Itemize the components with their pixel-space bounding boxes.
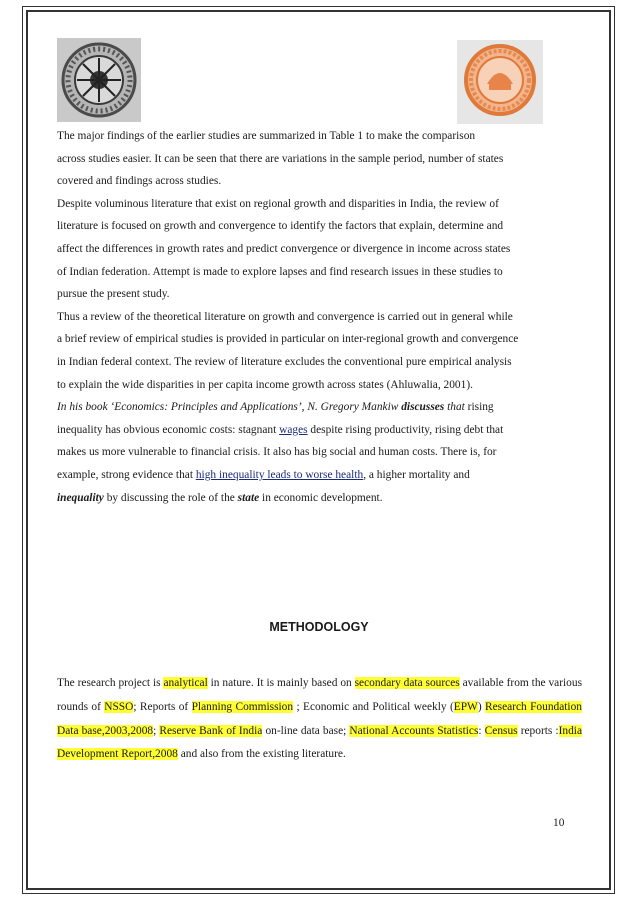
plain-text: ): [477, 700, 485, 713]
university-seal-logo-left: [57, 38, 141, 122]
text-line: covered and findings across studies.: [57, 175, 222, 188]
page-number: 10: [553, 817, 565, 829]
plain-text: in economic development.: [259, 491, 383, 504]
plain-text: by discussing the role of the: [103, 491, 238, 504]
highlight: analytical: [163, 677, 208, 689]
plain-text: available from the various rounds of: [57, 677, 583, 713]
text-line: literature is focused on growth and convergence to identify the factors that explain, determine and: [57, 220, 504, 233]
college-emblem-logo-right: [457, 40, 543, 124]
italic-text: In his book ‘Economics: Principles and Applications’, N. Gregory Mankiw: [57, 401, 402, 414]
mankiw-line: [57, 396, 582, 419]
text-line: pursue the present study.: [57, 288, 170, 301]
methodology-section: [57, 672, 582, 767]
plain-text: ; Reports of: [133, 700, 192, 713]
text-line: Thus a review of the theoretical literature on growth and convergence is carried out in general while: [57, 310, 513, 323]
highlight: Planning Commission: [191, 700, 294, 713]
plain-text: ;: [153, 724, 160, 737]
plain-text: in nature. It is mainly based on: [207, 677, 355, 689]
text-line: in Indian federal context. The review of literature excludes the conventional pure empirical analysis: [57, 355, 512, 368]
plain-text: on-line data base;: [262, 724, 350, 737]
literature-review-section: [57, 125, 582, 509]
mankiw-line: [57, 487, 582, 510]
text-line: of Indian federation. Attempt is made to explore lapses and find research issues in these studies to: [57, 265, 503, 278]
text-line: Despite voluminous literature that exist on regional growth and disparities in India, the review of: [57, 197, 499, 210]
mankiw-line: [57, 464, 582, 487]
highlight: EPW: [453, 700, 478, 713]
bold-italic-text: inequality: [57, 491, 104, 504]
plain-text: example, strong evidence that: [57, 468, 196, 481]
section-heading: METHODOLOGY: [269, 620, 369, 634]
highlight: National Accounts Statistics: [349, 724, 479, 737]
plain-text: reports :: [517, 724, 559, 737]
text-line: The major findings of the earlier studies are summarized in Table 1 to make the comparison: [57, 130, 476, 142]
inequality-health-link[interactable]: high inequality leads to worse health: [195, 468, 364, 481]
plain-text: despite rising productivity, rising debt that: [307, 423, 504, 436]
highlight: Reserve Bank of India: [159, 724, 263, 737]
highlight: NSSO: [104, 700, 134, 713]
text-line: across studies easier. It can be seen that there are variations in the sample period, number of states: [57, 152, 504, 165]
plain-text: rising: [464, 401, 494, 414]
italic-text: that: [444, 401, 465, 414]
highlight: India Development Report,2008: [57, 724, 583, 761]
plain-text: inequality has obvious economic costs: stagnant: [57, 423, 280, 436]
seal-graphic: [57, 38, 141, 122]
mankiw-line: [57, 419, 582, 442]
text-line: to explain the wide disparities in per capita income growth across states (Ahluwalia, 2001).: [57, 378, 473, 391]
text-line: a brief review of empirical studies is provided in particular on inter-regional growth and convergence: [57, 333, 519, 346]
plain-text: and also from the existing literature.: [177, 748, 346, 761]
text-line: affect the differences in growth rates and predict convergence or divergence in income across states: [57, 242, 511, 255]
highlight: Census: [484, 724, 518, 737]
highlight: Research Foundation Data base,2003,2008: [57, 700, 582, 737]
plain-text: ; Economic and Political weekly (: [293, 700, 454, 713]
wages-link[interactable]: wages: [279, 423, 308, 436]
bold-italic-text: state: [237, 491, 260, 504]
plain-text: , a higher mortality and: [363, 468, 470, 481]
plain-text: :: [478, 724, 485, 737]
mankiw-line: makes us more vulnerable to financial crisis. It also has big social and human costs. There is, for: [57, 446, 497, 459]
emblem-graphic: [457, 40, 543, 124]
methodology-paragraph: [57, 672, 582, 767]
highlight: secondary data sources: [354, 677, 460, 689]
plain-text: The research project is: [57, 677, 164, 689]
bold-italic-text: discusses: [401, 401, 445, 414]
